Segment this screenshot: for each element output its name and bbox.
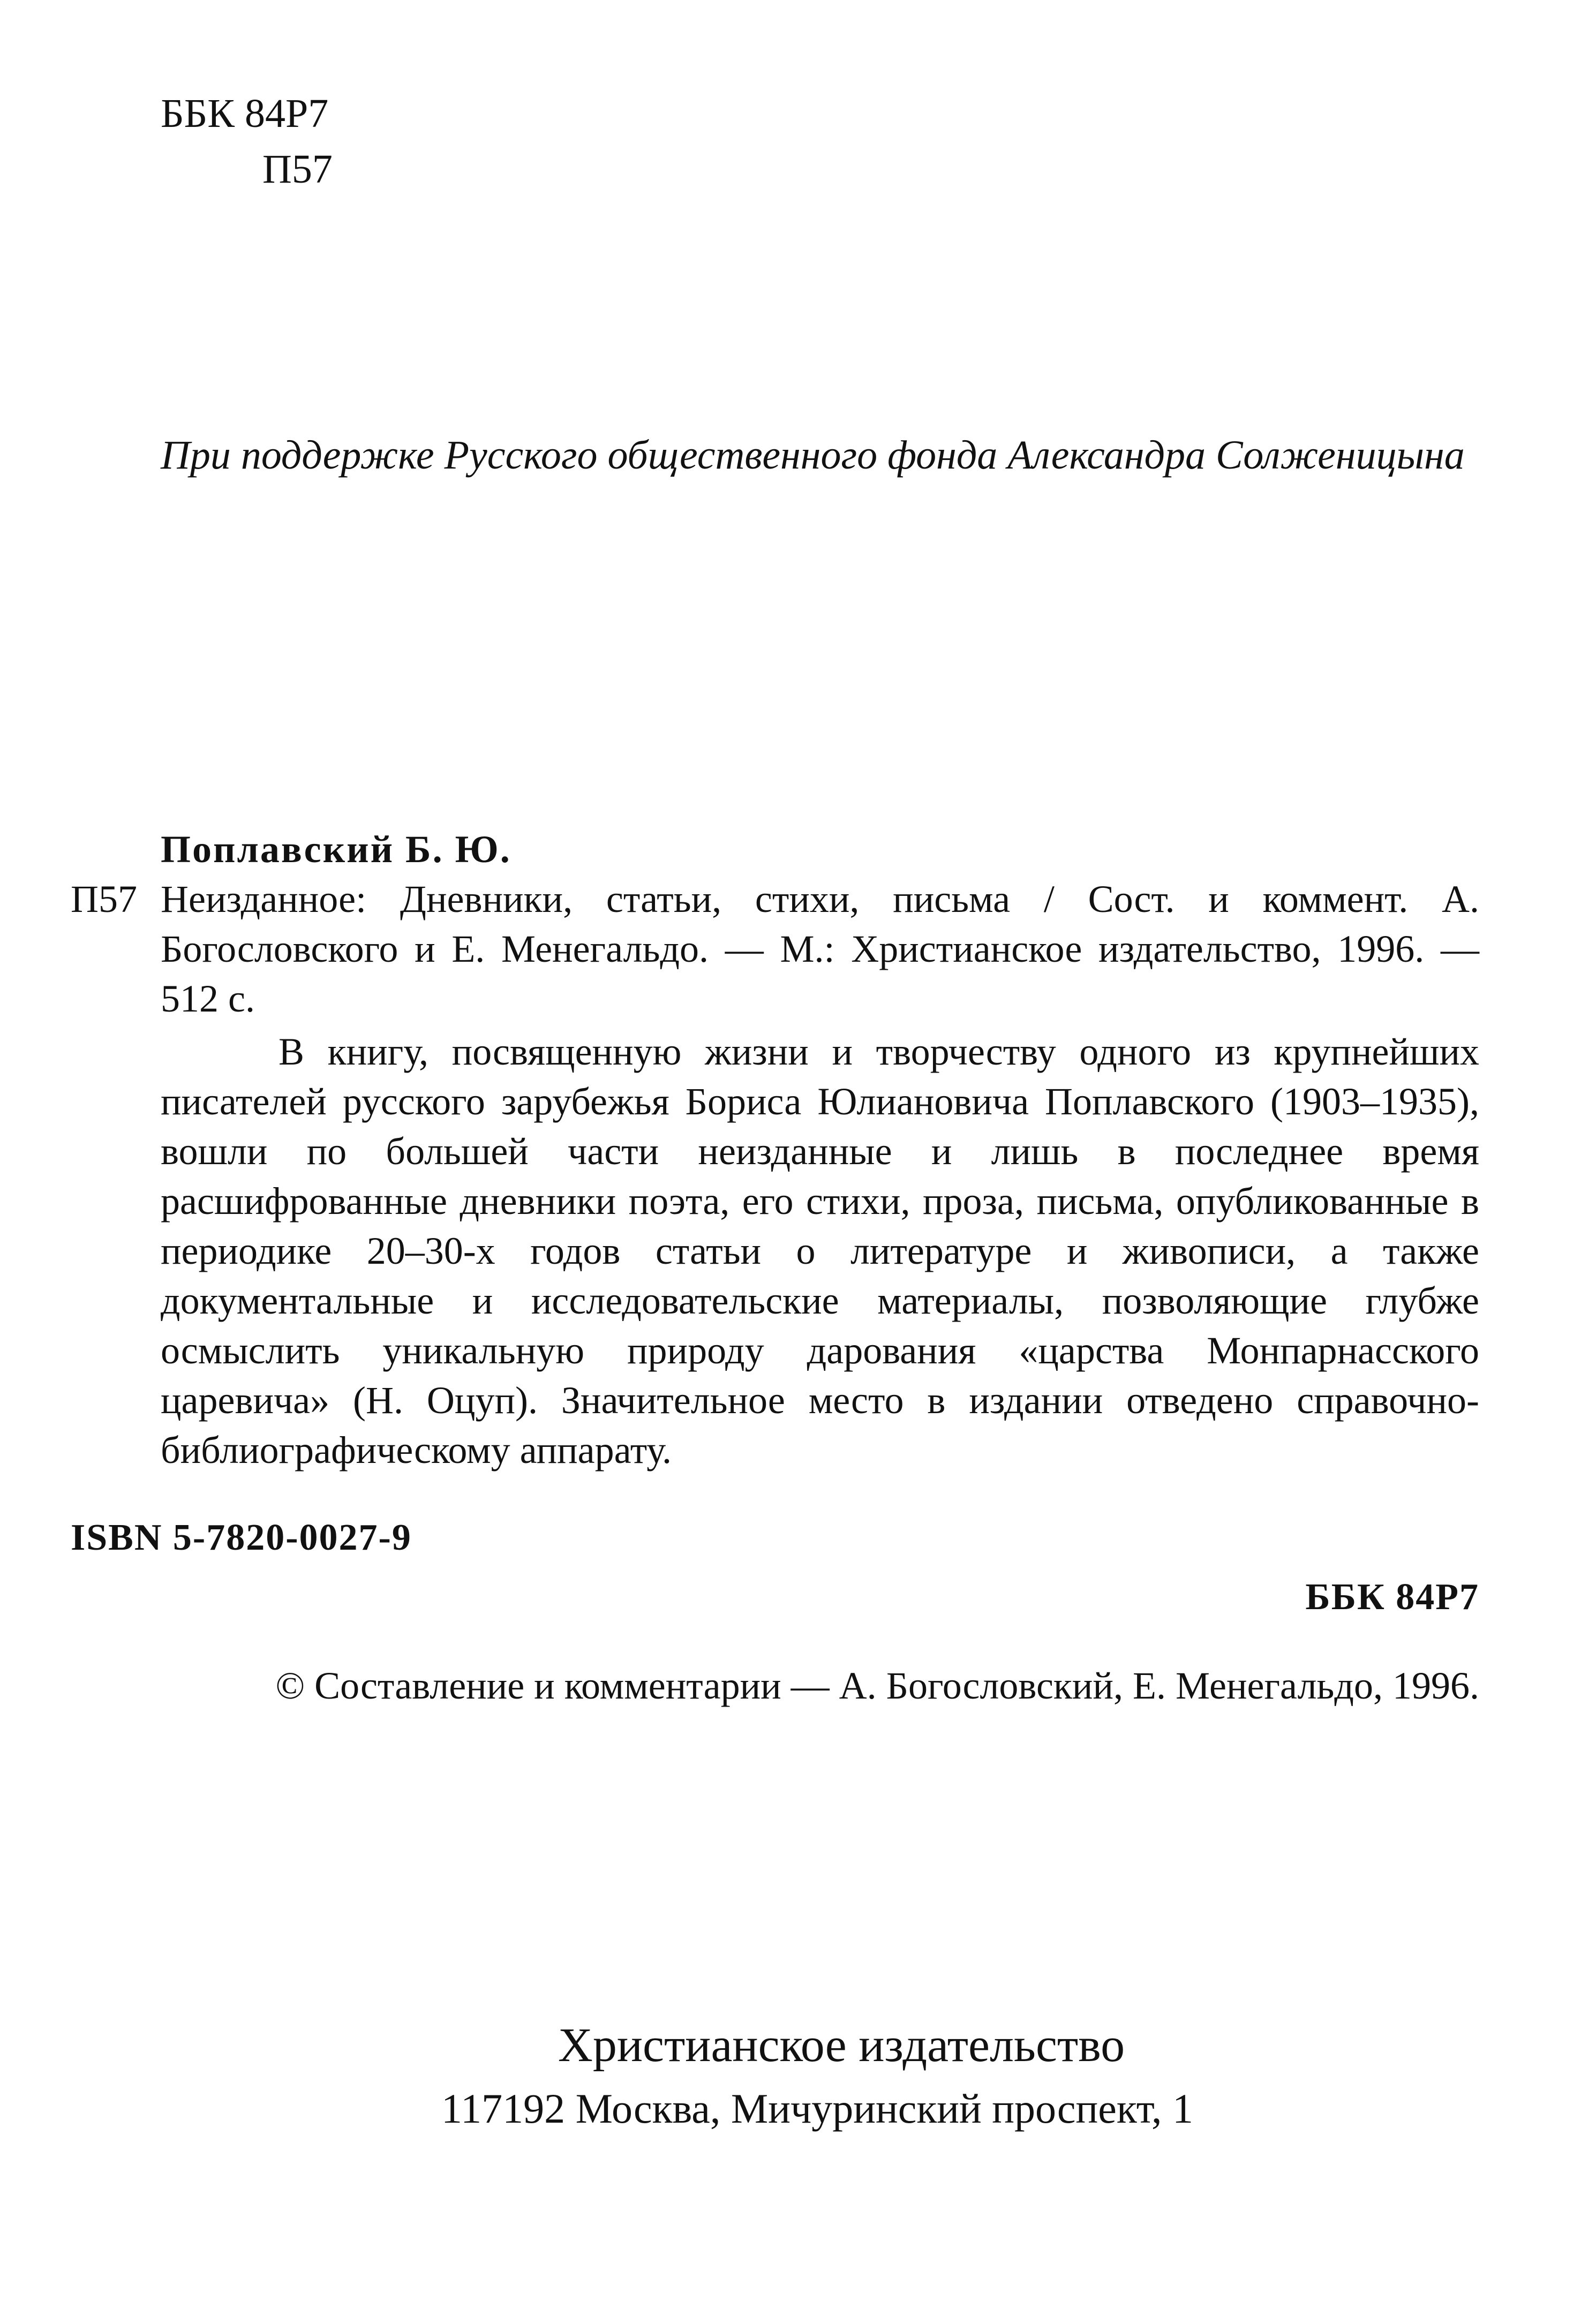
- copyright-line: © Составление и комментарии — А. Богословский, Е. Менегальдо, 1996.: [275, 1664, 1479, 1707]
- bibliographic-record: [71, 825, 1479, 1622]
- publisher-address: 117192 Москва, Мичуринский проспект, 1: [441, 2085, 1193, 2132]
- record-annotation: В книгу, посвященную жизни и творчеству одного из крупнейших писателей русского зарубежья Бориса Юлиановича Поплавского (1903–1935), вошли по большей части неизданные и лишь в последнее время расшифрованные дневники поэта, его стихи, проза, письма, опубликованные в периодике 20–30-х годов статьи о литературе и живописи, а также документальные и исследовательские материалы, позволяющие глубже осмыслить уникальную природу дарования «царства Монпарнасского царевича» (Н. Оцуп). Значительное место в издании отведено справочно-библиографическому аппарату.: [161, 1030, 1479, 1472]
- author-mark-top: П57: [262, 147, 333, 192]
- bbk-code-right: ББК 84Р7: [1305, 1576, 1479, 1618]
- record-author-mark: П57: [71, 878, 137, 920]
- isbn-line: ISBN 5-7820-0027-9: [71, 1517, 412, 1558]
- record-title-block: [71, 874, 1479, 1024]
- bbk-code-top: ББК 84Р7: [161, 91, 329, 136]
- publisher-block: [0, 2013, 1581, 2140]
- classification-block: [161, 86, 333, 197]
- record-description: Неизданное: Дневники, статьи, стихи, письма / Сост. и коммент. А. Богословского и Е. Менегальдо. — М.: Христианское издательство, 1996. — 512 с.: [161, 878, 1479, 1020]
- publisher-name: Христианское издательство: [558, 2019, 1125, 2072]
- support-line: При поддержке Русского общественного фонда Александра Солженицына: [161, 433, 1465, 478]
- record-author: Поплавский Б. Ю.: [161, 828, 511, 871]
